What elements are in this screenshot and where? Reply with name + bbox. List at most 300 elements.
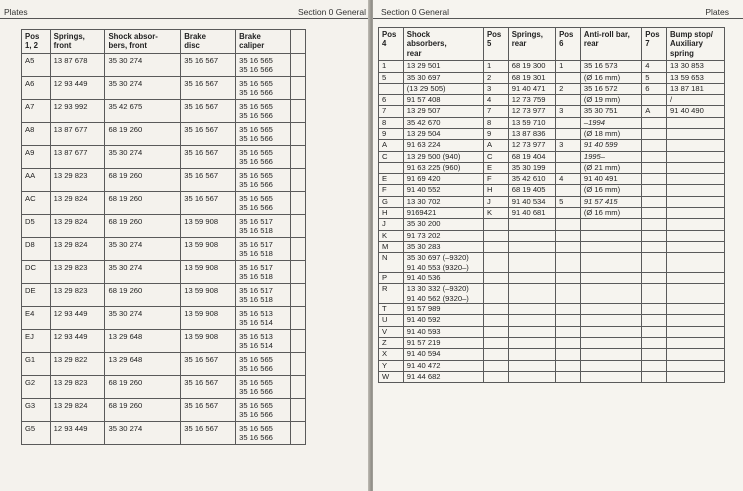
table-cell xyxy=(580,219,641,230)
table-cell: 1995– xyxy=(580,151,641,162)
table-cell xyxy=(508,326,555,337)
table-cell: 35 16 567 xyxy=(181,145,236,168)
table-cell: 35 30 274 xyxy=(105,421,181,444)
table-cell xyxy=(667,241,725,252)
table-cell xyxy=(580,371,641,382)
table-cell: K xyxy=(483,208,508,219)
table-row xyxy=(379,129,725,140)
table-cell: M xyxy=(379,241,404,252)
table-cell: A7 xyxy=(22,99,51,122)
table-cell: A6 xyxy=(22,76,51,99)
table-cell: E xyxy=(379,174,404,185)
column-header: Pos 5 xyxy=(483,28,508,61)
table-cell: 91 40 536 xyxy=(403,273,483,284)
table-cell: 9 xyxy=(483,129,508,140)
table-cell xyxy=(483,241,508,252)
table-cell xyxy=(508,338,555,349)
table-cell: 5 xyxy=(642,72,667,83)
table-cell xyxy=(667,326,725,337)
table-cell: J xyxy=(483,196,508,207)
table-cell: 3 xyxy=(556,106,581,117)
table-cell: (Ø 21 mm) xyxy=(580,162,641,173)
table-cell: 35 16 567 xyxy=(181,99,236,122)
table-cell xyxy=(556,273,581,284)
table-cell: 68 19 404 xyxy=(508,151,555,162)
table-cell: 68 19 260 xyxy=(105,122,181,145)
table-row xyxy=(22,375,306,398)
table-cell: EJ xyxy=(22,329,51,352)
table-cell-blank xyxy=(291,352,306,375)
table-cell: 13 29 648 xyxy=(105,329,181,352)
table-cell-blank xyxy=(291,168,306,191)
table-cell xyxy=(642,162,667,173)
table-row xyxy=(22,76,306,99)
table-cell: C xyxy=(379,151,404,162)
table-cell: 12 73 977 xyxy=(508,140,555,151)
table-cell: 35 30 274 xyxy=(105,237,181,260)
table-cell: 35 30 274 xyxy=(105,76,181,99)
table-cell xyxy=(580,349,641,360)
table-cell xyxy=(508,241,555,252)
table-cell xyxy=(483,219,508,230)
table-cell: 13 29 824 xyxy=(50,191,105,214)
table-cell: H xyxy=(483,185,508,196)
table-cell: / xyxy=(667,95,725,106)
table-cell xyxy=(642,241,667,252)
table-cell: 13 29 823 xyxy=(50,260,105,283)
table-cell-blank xyxy=(291,260,306,283)
table-cell: 13 59 908 xyxy=(181,237,236,260)
table-cell: 5 xyxy=(556,196,581,207)
table-cell: W xyxy=(379,371,404,382)
table-cell: 91 40 471 xyxy=(508,83,555,94)
table-row xyxy=(379,83,725,94)
table-cell: 91 40 592 xyxy=(403,315,483,326)
table-cell xyxy=(667,129,725,140)
rear-parts-header-row xyxy=(379,28,725,61)
table-row xyxy=(379,140,725,151)
table-cell xyxy=(667,196,725,207)
table-cell xyxy=(580,326,641,337)
table-cell: (Ø 18 mm) xyxy=(580,129,641,140)
table-cell xyxy=(667,315,725,326)
table-cell: 35 16 567 xyxy=(181,375,236,398)
table-cell: 35 16 565 35 16 566 xyxy=(236,76,291,99)
table-row xyxy=(379,284,725,304)
table-cell xyxy=(556,208,581,219)
table-cell: 13 87 677 xyxy=(50,122,105,145)
table-cell-blank xyxy=(291,122,306,145)
table-cell: 7 xyxy=(379,106,404,117)
table-row xyxy=(379,185,725,196)
table-cell-blank xyxy=(291,237,306,260)
table-cell xyxy=(556,230,581,241)
table-cell: 91 57 219 xyxy=(403,338,483,349)
left-page xyxy=(0,0,370,491)
table-cell xyxy=(580,284,641,304)
table-cell: 35 30 283 xyxy=(403,241,483,252)
column-header: Springs, front xyxy=(50,30,105,54)
table-cell: 91 40 599 xyxy=(580,140,641,151)
table-cell: 68 19 405 xyxy=(508,185,555,196)
table-cell: G xyxy=(379,196,404,207)
table-cell: 12 93 449 xyxy=(50,306,105,329)
table-cell xyxy=(642,140,667,151)
table-cell xyxy=(642,315,667,326)
table-cell xyxy=(642,371,667,382)
table-cell: 13 30 853 xyxy=(667,61,725,72)
table-cell: 35 30 274 xyxy=(105,145,181,168)
left-header-title: Plates xyxy=(4,7,28,17)
table-row xyxy=(22,306,306,329)
table-cell: 35 42 610 xyxy=(508,174,555,185)
table-cell xyxy=(483,284,508,304)
table-cell: 13 30 702 xyxy=(403,196,483,207)
table-row xyxy=(22,398,306,421)
table-cell xyxy=(580,338,641,349)
table-row xyxy=(379,219,725,230)
table-row xyxy=(379,208,725,219)
table-cell xyxy=(508,273,555,284)
column-header: Bump stop/ Auxiliary spring xyxy=(667,28,725,61)
table-cell: 91 40 472 xyxy=(403,360,483,371)
table-cell: 68 19 260 xyxy=(105,375,181,398)
table-cell xyxy=(580,273,641,284)
table-cell: (Ø 16 mm) xyxy=(580,185,641,196)
table-cell-blank xyxy=(291,145,306,168)
table-row xyxy=(379,117,725,128)
table-cell: DE xyxy=(22,283,51,306)
table-cell: E4 xyxy=(22,306,51,329)
column-header: Brake disc xyxy=(181,30,236,54)
table-cell-blank xyxy=(291,398,306,421)
table-cell-blank xyxy=(291,283,306,306)
table-cell: 91 40 552 xyxy=(403,185,483,196)
table-cell: 2 xyxy=(556,83,581,94)
table-cell: 12 73 759 xyxy=(508,95,555,106)
table-cell xyxy=(667,208,725,219)
table-cell xyxy=(483,273,508,284)
table-cell: 91 40 491 xyxy=(580,174,641,185)
table-cell xyxy=(508,349,555,360)
table-cell: 35 16 565 35 16 566 xyxy=(236,421,291,444)
table-cell: A xyxy=(483,140,508,151)
table-cell: G2 xyxy=(22,375,51,398)
table-cell: G3 xyxy=(22,398,51,421)
table-cell: 35 16 565 35 16 566 xyxy=(236,352,291,375)
table-cell-blank xyxy=(291,421,306,444)
table-cell xyxy=(642,185,667,196)
table-cell: 35 30 274 xyxy=(105,306,181,329)
table-cell xyxy=(642,273,667,284)
table-cell: DC xyxy=(22,260,51,283)
table-row xyxy=(22,237,306,260)
table-cell: 35 16 513 35 16 514 xyxy=(236,329,291,352)
table-cell: 35 30 274 xyxy=(105,53,181,76)
table-cell: 91 57 989 xyxy=(403,304,483,315)
table-cell xyxy=(508,284,555,304)
table-row xyxy=(379,326,725,337)
table-cell: R xyxy=(379,284,404,304)
table-cell xyxy=(483,326,508,337)
table-cell: 13 87 678 xyxy=(50,53,105,76)
table-cell xyxy=(667,219,725,230)
table-cell xyxy=(508,230,555,241)
table-cell: 68 19 301 xyxy=(508,72,555,83)
table-row xyxy=(379,349,725,360)
table-cell: 13 87 181 xyxy=(667,83,725,94)
table-cell: G1 xyxy=(22,352,51,375)
table-cell-blank xyxy=(291,214,306,237)
table-cell: 35 16 565 35 16 566 xyxy=(236,122,291,145)
table-cell: 13 59 908 xyxy=(181,283,236,306)
table-cell xyxy=(556,360,581,371)
table-cell: 6 xyxy=(379,95,404,106)
table-cell xyxy=(642,219,667,230)
table-cell: 35 16 565 35 16 566 xyxy=(236,398,291,421)
table-cell xyxy=(556,284,581,304)
table-cell xyxy=(556,72,581,83)
table-row xyxy=(379,273,725,284)
table-cell: 1 xyxy=(483,61,508,72)
table-cell: 13 29 822 xyxy=(50,352,105,375)
table-cell: 4 xyxy=(483,95,508,106)
table-cell: A xyxy=(379,140,404,151)
table-cell: 1 xyxy=(556,61,581,72)
table-cell xyxy=(556,253,581,273)
table-cell xyxy=(556,315,581,326)
table-row xyxy=(379,304,725,315)
front-parts-header-row xyxy=(22,30,306,54)
table-cell xyxy=(556,371,581,382)
table-cell xyxy=(642,129,667,140)
table-cell: 35 16 565 35 16 566 xyxy=(236,191,291,214)
right-header-rule xyxy=(373,18,743,19)
table-cell xyxy=(667,117,725,128)
table-cell: N xyxy=(379,253,404,273)
table-cell: –1994 xyxy=(580,117,641,128)
table-cell: 4 xyxy=(556,174,581,185)
table-row xyxy=(22,191,306,214)
table-cell xyxy=(508,371,555,382)
table-cell: 35 16 565 35 16 566 xyxy=(236,145,291,168)
table-cell-blank xyxy=(291,53,306,76)
table-cell: 12 93 449 xyxy=(50,76,105,99)
table-cell: 13 59 710 xyxy=(508,117,555,128)
table-cell xyxy=(556,338,581,349)
table-cell xyxy=(667,174,725,185)
table-cell: 12 93 449 xyxy=(50,421,105,444)
table-cell: 12 93 992 xyxy=(50,99,105,122)
table-cell: 68 19 260 xyxy=(105,214,181,237)
table-cell: A5 xyxy=(22,53,51,76)
table-cell xyxy=(556,349,581,360)
table-cell: F xyxy=(483,174,508,185)
table-cell: 13 29 823 xyxy=(50,375,105,398)
table-row xyxy=(379,196,725,207)
table-cell: 9169421 xyxy=(403,208,483,219)
table-cell xyxy=(642,326,667,337)
table-cell: 35 16 567 xyxy=(181,53,236,76)
table-cell-blank xyxy=(291,99,306,122)
table-cell: 91 40 534 xyxy=(508,196,555,207)
table-cell xyxy=(508,253,555,273)
table-cell xyxy=(556,117,581,128)
table-cell xyxy=(556,129,581,140)
table-cell: J xyxy=(379,219,404,230)
table-cell xyxy=(642,117,667,128)
table-row xyxy=(379,95,725,106)
table-cell xyxy=(642,253,667,273)
table-row xyxy=(22,421,306,444)
table-row xyxy=(379,338,725,349)
table-row xyxy=(22,168,306,191)
right-page xyxy=(373,0,743,491)
table-cell: 13 29 823 xyxy=(50,283,105,306)
table-row xyxy=(379,72,725,83)
table-cell: 13 59 908 xyxy=(181,214,236,237)
table-cell xyxy=(667,360,725,371)
table-cell: Z xyxy=(379,338,404,349)
table-cell: F xyxy=(379,185,404,196)
table-cell: 35 16 565 35 16 566 xyxy=(236,168,291,191)
table-row xyxy=(22,260,306,283)
table-cell xyxy=(642,349,667,360)
table-cell: 68 19 300 xyxy=(508,61,555,72)
table-cell: 68 19 260 xyxy=(105,283,181,306)
table-cell: 13 29 501 xyxy=(403,61,483,72)
table-cell: (Ø 16 mm) xyxy=(580,72,641,83)
left-header-rule xyxy=(0,18,370,19)
table-cell: 35 30 274 xyxy=(105,260,181,283)
table-cell: 13 29 500 (940) xyxy=(403,151,483,162)
table-cell: 35 30 751 xyxy=(580,106,641,117)
table-cell xyxy=(667,284,725,304)
table-cell: 35 16 567 xyxy=(181,168,236,191)
table-cell: 13 87 677 xyxy=(50,145,105,168)
table-cell xyxy=(508,219,555,230)
table-cell xyxy=(667,185,725,196)
table-row xyxy=(379,230,725,241)
table-cell: (Ø 16 mm) xyxy=(580,208,641,219)
table-cell: 91 63 225 (960) xyxy=(403,162,483,173)
table-cell: 13 29 824 xyxy=(50,398,105,421)
table-cell: 13 59 908 xyxy=(181,306,236,329)
table-cell: 91 57 408 xyxy=(403,95,483,106)
table-row xyxy=(22,122,306,145)
table-cell: 3 xyxy=(483,83,508,94)
table-row xyxy=(22,99,306,122)
table-cell: X xyxy=(379,349,404,360)
table-cell: U xyxy=(379,315,404,326)
table-cell: 35 16 567 xyxy=(181,352,236,375)
table-cell: 4 xyxy=(642,61,667,72)
table-cell: 13 59 653 xyxy=(667,72,725,83)
table-cell xyxy=(667,151,725,162)
table-cell: 12 73 977 xyxy=(508,106,555,117)
table-cell xyxy=(667,162,725,173)
column-header: Pos 6 xyxy=(556,28,581,61)
table-cell: 68 19 260 xyxy=(105,191,181,214)
table-cell xyxy=(642,338,667,349)
table-cell: 35 16 565 35 16 566 xyxy=(236,99,291,122)
table-cell: 91 57 415 xyxy=(580,196,641,207)
table-cell xyxy=(667,349,725,360)
table-row xyxy=(379,315,725,326)
table-cell xyxy=(642,174,667,185)
column-header: Anti-roll bar, rear xyxy=(580,28,641,61)
table-cell xyxy=(642,151,667,162)
table-cell: 3 xyxy=(556,140,581,151)
table-cell xyxy=(667,230,725,241)
table-cell xyxy=(483,349,508,360)
table-cell: 35 30 697 xyxy=(403,72,483,83)
table-cell xyxy=(379,83,404,94)
table-cell xyxy=(667,338,725,349)
table-cell: 35 16 567 xyxy=(181,421,236,444)
table-row xyxy=(379,151,725,162)
table-cell xyxy=(580,241,641,252)
table-cell: 8 xyxy=(483,117,508,128)
table-cell xyxy=(483,315,508,326)
table-cell xyxy=(580,315,641,326)
column-header: Pos 4 xyxy=(379,28,404,61)
table-cell: 13 30 332 (–9320) 91 40 562 (9320–) xyxy=(403,284,483,304)
table-cell xyxy=(483,253,508,273)
table-cell xyxy=(556,241,581,252)
table-cell-blank xyxy=(291,329,306,352)
table-cell: Y xyxy=(379,360,404,371)
table-cell: 13 29 823 xyxy=(50,168,105,191)
table-cell-blank xyxy=(291,375,306,398)
table-cell: 13 59 908 xyxy=(181,329,236,352)
table-cell xyxy=(642,196,667,207)
table-cell: 35 16 517 35 16 518 xyxy=(236,260,291,283)
column-header-blank xyxy=(291,30,306,54)
table-cell xyxy=(483,360,508,371)
table-cell: 13 29 824 xyxy=(50,237,105,260)
table-cell xyxy=(667,140,725,151)
table-cell: 35 30 199 xyxy=(508,162,555,173)
table-cell: 35 42 670 xyxy=(403,117,483,128)
table-cell: 13 29 504 xyxy=(403,129,483,140)
table-cell: V xyxy=(379,326,404,337)
table-cell: AC xyxy=(22,191,51,214)
table-cell: 35 16 573 xyxy=(580,61,641,72)
table-cell: 35 16 567 xyxy=(181,191,236,214)
table-cell xyxy=(556,95,581,106)
column-header: Pos 7 xyxy=(642,28,667,61)
table-cell xyxy=(379,162,404,173)
table-cell: P xyxy=(379,273,404,284)
rear-parts-table xyxy=(378,27,725,383)
table-row xyxy=(379,241,725,252)
table-cell xyxy=(508,360,555,371)
table-cell xyxy=(667,304,725,315)
table-cell: 91 73 202 xyxy=(403,230,483,241)
table-cell: 13 59 908 xyxy=(181,260,236,283)
table-cell xyxy=(667,253,725,273)
table-cell: 7 xyxy=(483,106,508,117)
front-parts-table xyxy=(21,29,306,445)
table-cell: 13 29 507 xyxy=(403,106,483,117)
table-cell: 8 xyxy=(379,117,404,128)
table-cell xyxy=(556,151,581,162)
table-cell xyxy=(580,360,641,371)
table-cell: 13 29 648 xyxy=(105,352,181,375)
table-cell: 91 44 682 xyxy=(403,371,483,382)
table-cell: 68 19 260 xyxy=(105,168,181,191)
